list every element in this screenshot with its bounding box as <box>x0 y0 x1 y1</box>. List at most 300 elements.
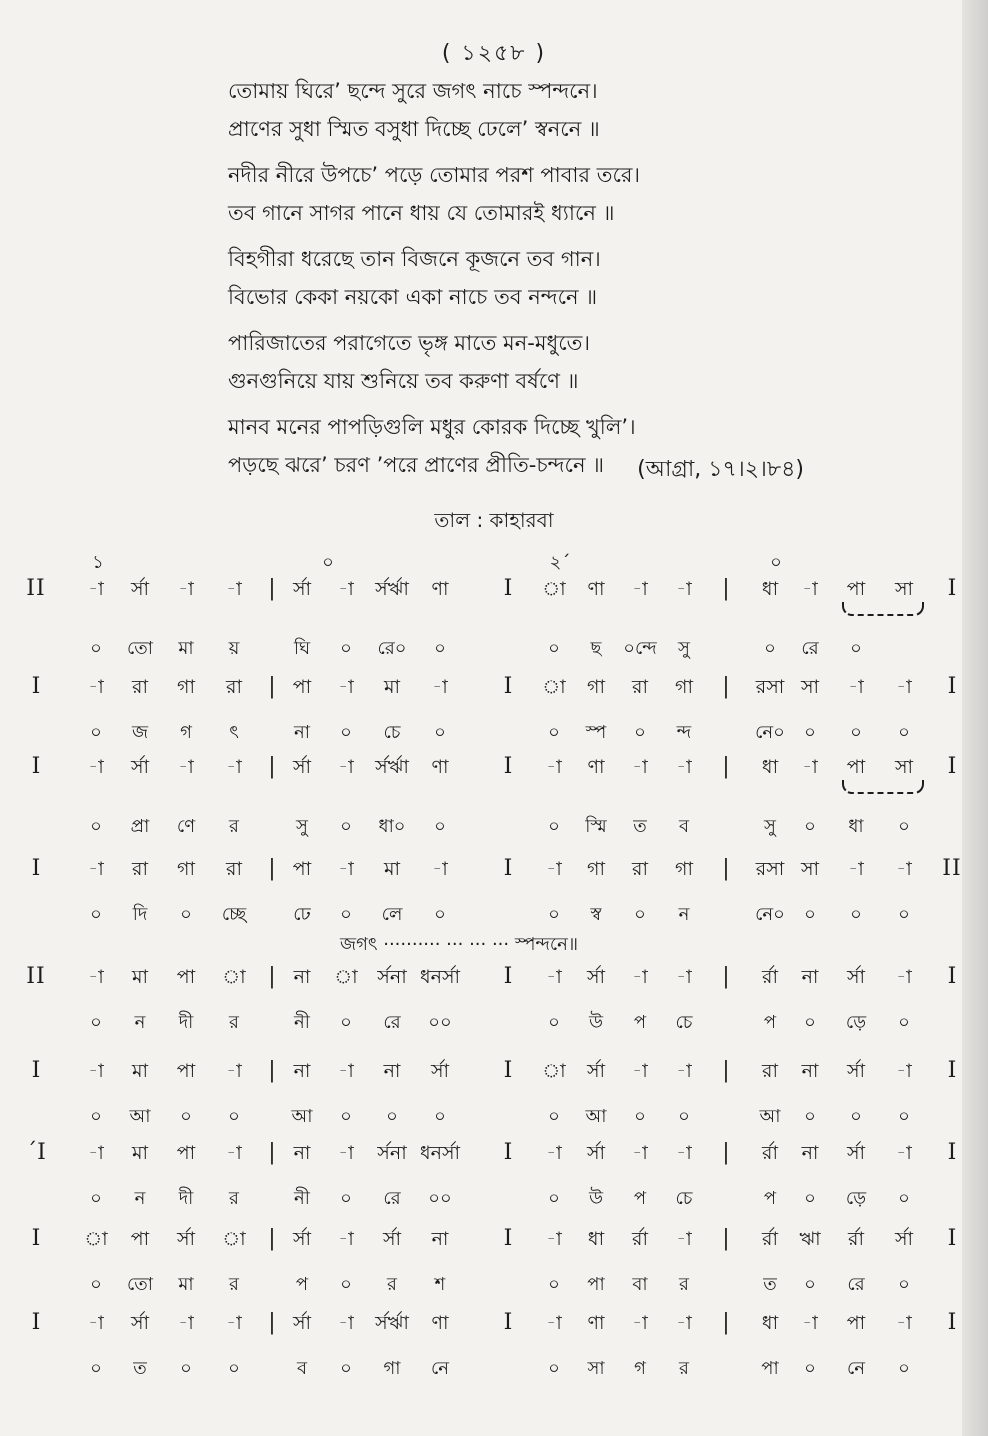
bol-syllable: সা <box>587 1358 605 1379</box>
swar-note: -া <box>896 966 912 988</box>
swar-note: ণা <box>431 1312 449 1334</box>
bol-syllable: নী <box>294 1012 310 1033</box>
bol-syllable: ত <box>133 1358 147 1379</box>
swar-line <box>0 670 988 704</box>
swar-line <box>0 1306 988 1340</box>
swar-note: -া <box>896 676 912 698</box>
swar-note: ণা <box>431 756 449 778</box>
bol-syllable: ০ <box>634 904 646 925</box>
bol-syllable: স্ব <box>590 904 602 925</box>
swar-note: পা <box>292 858 312 880</box>
swar-note: গা <box>675 676 693 698</box>
swar-note: -া <box>632 756 648 778</box>
bol-syllable: নে০ <box>755 904 785 925</box>
swar-note: -া <box>226 1142 242 1164</box>
swar-note: র্সা <box>586 966 606 988</box>
bar-line: I <box>503 1310 513 1335</box>
bol-syllable: ০ <box>548 1358 560 1379</box>
bar-line: I <box>503 856 513 881</box>
bol-syllable: না <box>294 722 310 743</box>
bol-syllable: ০ <box>90 1106 102 1127</box>
bol-syllable: নে০ <box>755 722 785 743</box>
swar-note: র্সর্ঋা <box>375 1312 409 1334</box>
beat-divider: | <box>268 754 276 779</box>
bol-syllable: ০ন্দে <box>623 638 657 659</box>
bol-line <box>0 632 988 666</box>
lyric-line: বিভোর কেকা নয়কো একা নাচে তব নন্দনে ॥ <box>228 285 598 309</box>
bol-syllable: দি <box>132 904 148 925</box>
bol-syllable: দী <box>178 1012 194 1033</box>
bol-syllable: ০ <box>850 638 862 659</box>
swar-note: পা <box>846 1312 866 1334</box>
lyric-line: গুনগুনিয়ে যায় শুনিয়ে তব করুণা বর্ষণে ॥ <box>228 369 579 393</box>
swar-note: -া <box>88 578 104 600</box>
beat-divider: | <box>722 1310 730 1335</box>
swar-note: -া <box>432 858 448 880</box>
bol-syllable: ন <box>134 1188 146 1209</box>
bol-syllable: প <box>295 1274 309 1295</box>
lyric-line: পড়ছে ঝরে’ চরণ ’পরে প্রাণের প্রীতি-চন্দনে ॥ <box>228 453 605 477</box>
swar-note: র্রা <box>632 1228 648 1250</box>
swar-note: -া <box>226 578 242 600</box>
swar-note: -া <box>226 756 242 778</box>
bar-line: II <box>942 856 962 881</box>
swar-note: া <box>334 966 358 988</box>
swar-note: র্সা <box>846 1142 866 1164</box>
beat-divider: | <box>268 1226 276 1251</box>
bol-syllable: ০ <box>898 1012 910 1033</box>
beat-marker: ০ <box>770 552 782 573</box>
bol-syllable: জ <box>131 722 149 743</box>
lyric-line: তব গানে সাগর পানে ধায় যে তোমারই ধ্যানে ॥ <box>228 201 615 225</box>
bol-syllable: প্রা <box>130 816 150 837</box>
swar-note: া <box>542 578 566 600</box>
swar-note: -া <box>848 858 864 880</box>
bol-syllable: ০ <box>434 904 446 925</box>
bol-syllable: ০ <box>434 638 446 659</box>
bol-syllable: ০ <box>340 1188 352 1209</box>
bol-syllable: র <box>229 816 239 837</box>
bol-syllable: ০ <box>340 904 352 925</box>
bol-syllable: ০ <box>804 904 816 925</box>
swar-note: -া <box>676 1312 692 1334</box>
refrain-line: জগৎ ·········· ··· ··· ··· স্পন্দনে॥ <box>340 934 579 955</box>
bol-syllable: ০ <box>90 1274 102 1295</box>
bol-syllable: ০ <box>548 1106 560 1127</box>
bol-syllable: সু <box>296 816 308 837</box>
swar-note: গা <box>177 858 195 880</box>
bol-line <box>0 1100 988 1134</box>
bar-line: I <box>503 754 513 779</box>
swar-note: -া <box>338 676 354 698</box>
swar-note: র্রা <box>762 966 778 988</box>
bol-syllable: ০ <box>548 1188 560 1209</box>
swar-note: না <box>801 1142 819 1164</box>
bol-syllable: ০ <box>180 1358 192 1379</box>
bol-syllable: ণে <box>176 816 196 837</box>
bol-syllable: চে <box>675 1012 693 1033</box>
bol-syllable: আ <box>291 1106 313 1127</box>
swar-note: না <box>801 966 819 988</box>
bar-line: II <box>26 576 46 601</box>
lyric-line: প্রাণের সুধা স্মিত বসুধা দিচ্ছে ঢেলে’ স্বননে ॥ <box>228 117 600 141</box>
bol-syllable: পা <box>761 1358 779 1379</box>
swar-note: পা <box>292 676 312 698</box>
swar-note: সা <box>894 578 914 600</box>
bol-syllable: ধা <box>848 816 864 837</box>
bol-syllable: প <box>633 1012 647 1033</box>
bol-syllable: ০ <box>340 816 352 837</box>
swar-note: পা <box>130 1228 150 1250</box>
swar-note: রা <box>632 858 648 880</box>
bol-syllable: ০ <box>634 722 646 743</box>
bol-syllable: শ <box>434 1274 446 1295</box>
swar-note: পা <box>846 578 866 600</box>
swar-note: -া <box>632 1060 648 1082</box>
bol-syllable: পা <box>587 1274 605 1295</box>
swar-note: র্সা <box>176 1228 196 1250</box>
swar-note: -া <box>848 676 864 698</box>
composition-source: (আগ্রা, ১৭।২।৮৪) <box>637 457 804 482</box>
bol-syllable: ০ <box>434 722 446 743</box>
swar-line <box>0 960 988 994</box>
bol-syllable: রে <box>383 1012 401 1033</box>
bol-syllable: নী <box>294 1188 310 1209</box>
swar-note: র্সা <box>846 966 866 988</box>
bar-line: I <box>947 1310 957 1335</box>
bol-syllable: ০ <box>90 638 102 659</box>
bol-syllable: ০ <box>90 816 102 837</box>
bol-syllable: ০ <box>180 1106 192 1127</box>
bol-syllable: ০ <box>340 1358 352 1379</box>
beat-marker: ২´ <box>549 552 571 573</box>
beat-divider: | <box>722 1226 730 1251</box>
lyric-line: বিহগীরা ধরেছে তান বিজনে কূজনে তব গান। <box>228 247 601 271</box>
swar-note: সা <box>800 676 820 698</box>
bar-line: I <box>503 1226 513 1251</box>
swar-note: -া <box>546 756 562 778</box>
bar-line: I <box>31 856 41 881</box>
swar-note: -া <box>432 676 448 698</box>
bol-syllable: রে <box>801 638 819 659</box>
bar-line: I <box>31 1310 41 1335</box>
bol-syllable: য় <box>228 638 240 659</box>
bol-syllable: ধা০ <box>378 816 406 837</box>
swar-note: -া <box>896 858 912 880</box>
bol-syllable: মা <box>178 638 194 659</box>
meend-slur <box>842 780 924 794</box>
swar-note: রা <box>762 1060 778 1082</box>
swar-note: না <box>293 1142 311 1164</box>
bol-syllable: ০ <box>898 1274 910 1295</box>
beat-divider: | <box>268 1140 276 1165</box>
bol-syllable: ০ <box>898 722 910 743</box>
bar-line: I <box>947 576 957 601</box>
bol-syllable: নে <box>846 1358 866 1379</box>
swar-note: মা <box>131 966 149 988</box>
bar-line: II <box>26 964 46 989</box>
swar-note: -া <box>338 578 354 600</box>
swar-line <box>0 852 988 886</box>
swar-note: -া <box>802 756 818 778</box>
bol-syllable: দী <box>178 1188 194 1209</box>
bol-syllable: র <box>229 1012 239 1033</box>
bol-syllable: ত <box>763 1274 777 1295</box>
bol-syllable: ০ <box>340 638 352 659</box>
bol-syllable: ০ <box>434 1106 446 1127</box>
swar-note: র্সনা <box>377 1142 407 1164</box>
bol-syllable: ০ <box>340 722 352 743</box>
bol-syllable: ০০ <box>428 1188 452 1209</box>
beat-marker: ১ <box>92 552 104 573</box>
swar-note: র্সা <box>292 1228 312 1250</box>
bol-syllable: তো <box>126 1274 154 1295</box>
bar-line: I <box>31 754 41 779</box>
bol-syllable: রে <box>383 1188 401 1209</box>
bol-syllable: ০ <box>340 1106 352 1127</box>
bol-syllable: ০ <box>90 1358 102 1379</box>
bol-syllable: ০ <box>898 1188 910 1209</box>
bol-syllable: ঢে <box>293 904 311 925</box>
swar-note: া <box>542 676 566 698</box>
swar-note: -া <box>178 756 194 778</box>
bol-syllable: ০ <box>180 904 192 925</box>
swar-note: -া <box>338 756 354 778</box>
bar-line: I <box>947 754 957 779</box>
bol-syllable: ০০ <box>428 1012 452 1033</box>
bol-syllable: ০ <box>764 638 776 659</box>
swar-note: র্সা <box>586 1142 606 1164</box>
swar-note: র্রা <box>762 1228 778 1250</box>
bol-syllable: ০ <box>634 1106 646 1127</box>
beat-divider: | <box>268 1310 276 1335</box>
bar-line: I <box>947 964 957 989</box>
bol-syllable: প <box>633 1188 647 1209</box>
bol-syllable: ০ <box>898 1106 910 1127</box>
swar-note: রসা <box>755 858 785 880</box>
bol-line <box>0 1268 988 1302</box>
swar-note: সা <box>800 858 820 880</box>
bol-syllable: ০ <box>804 1012 816 1033</box>
bol-syllable: রে <box>847 1274 865 1295</box>
bol-syllable: ০ <box>90 904 102 925</box>
swar-note: র্সর্ঋা <box>375 756 409 778</box>
swar-note: ঋা <box>799 1228 821 1250</box>
swar-note: -া <box>632 966 648 988</box>
swar-note: মা <box>383 858 401 880</box>
bol-syllable: ০ <box>898 816 910 837</box>
bol-syllable: ০ <box>548 904 560 925</box>
bar-line: ´I <box>26 1140 46 1165</box>
bol-syllable: ০ <box>850 722 862 743</box>
lyric-line: তোমায় ঘিরে’ ছন্দে সুরে জগৎ নাচে স্পন্দনে। <box>228 79 598 103</box>
bol-syllable: প <box>763 1012 777 1033</box>
swar-note: া <box>84 1228 108 1250</box>
bol-syllable: নে <box>430 1358 450 1379</box>
bol-syllable: ০ <box>90 1012 102 1033</box>
swar-note: র্সা <box>382 1228 402 1250</box>
bol-syllable: ০ <box>548 816 560 837</box>
bol-syllable: ব <box>678 816 690 837</box>
beat-divider: | <box>268 856 276 881</box>
swar-note: -া <box>802 578 818 600</box>
swar-line <box>0 1222 988 1256</box>
swar-note: র্সা <box>130 578 150 600</box>
swar-note: র্রা <box>848 1228 864 1250</box>
beat-divider: | <box>268 576 276 601</box>
bol-syllable: ০ <box>898 1358 910 1379</box>
swar-note: -া <box>338 858 354 880</box>
bol-syllable: আ <box>585 1106 607 1127</box>
swar-note: র্সা <box>894 1228 914 1250</box>
swar-note: রা <box>132 676 148 698</box>
bol-syllable: ০ <box>804 722 816 743</box>
bol-syllable: ০ <box>228 1358 240 1379</box>
bar-line: I <box>503 1058 513 1083</box>
bol-syllable: ০ <box>90 1188 102 1209</box>
swar-note: -া <box>632 1142 648 1164</box>
swar-note: রা <box>632 676 648 698</box>
swar-note: -া <box>676 966 692 988</box>
bol-syllable: সু <box>678 638 690 659</box>
bol-syllable: ০ <box>228 1106 240 1127</box>
swar-note: ধনর্সা <box>419 966 461 988</box>
swar-note: -া <box>546 966 562 988</box>
bol-syllable: ০ <box>340 1012 352 1033</box>
bar-line: I <box>947 1226 957 1251</box>
bol-syllable: ০ <box>678 1106 690 1127</box>
bol-syllable: তো <box>126 638 154 659</box>
swar-note: -া <box>178 1312 194 1334</box>
swar-note: -া <box>896 1142 912 1164</box>
swar-note: -া <box>88 858 104 880</box>
swar-line <box>0 1136 988 1170</box>
bol-syllable: ব <box>296 1358 308 1379</box>
swar-note: -া <box>896 1312 912 1334</box>
swar-note: পা <box>176 1142 196 1164</box>
swar-note: না <box>293 1060 311 1082</box>
beat-divider: | <box>722 856 730 881</box>
lyric-line: মানব মনের পাপড়িগুলি মধুর কোরক দিচ্ছে খুলি’। <box>228 415 636 439</box>
swar-note: -া <box>88 676 104 698</box>
bol-syllable: র <box>229 1274 239 1295</box>
meend-slur <box>842 602 924 616</box>
swar-note: র্সা <box>430 1060 450 1082</box>
beat-divider: | <box>722 1140 730 1165</box>
swar-line <box>0 1054 988 1088</box>
swar-note: -া <box>546 1228 562 1250</box>
swar-note: া <box>222 1228 246 1250</box>
bol-line <box>0 1182 988 1216</box>
beat-divider: | <box>268 964 276 989</box>
swar-note: ণা <box>587 1312 605 1334</box>
swar-note: -া <box>338 1060 354 1082</box>
bol-syllable: ০ <box>804 1274 816 1295</box>
swar-note: রসা <box>755 676 785 698</box>
beat-divider: | <box>722 964 730 989</box>
swar-note: না <box>431 1228 449 1250</box>
bol-syllable: ০ <box>340 1274 352 1295</box>
beat-divider: | <box>722 576 730 601</box>
bol-syllable: ০ <box>850 1106 862 1127</box>
swar-note: -া <box>546 1312 562 1334</box>
swar-note: -া <box>896 1060 912 1082</box>
bol-line <box>0 1352 988 1386</box>
swar-note: ধা <box>587 1228 605 1250</box>
swar-note: পা <box>176 966 196 988</box>
bol-syllable: গ <box>180 722 192 743</box>
swar-note: গা <box>587 858 605 880</box>
swar-note: র্সা <box>292 756 312 778</box>
swar-note: পা <box>846 756 866 778</box>
bol-syllable: আ <box>759 1106 781 1127</box>
swar-note: গা <box>587 676 605 698</box>
bol-syllable: ন <box>678 904 690 925</box>
swar-note: -া <box>676 1228 692 1250</box>
taal-heading: তাল : কাহারবা <box>434 508 554 532</box>
swar-note: ণা <box>587 578 605 600</box>
swar-note: -া <box>676 578 692 600</box>
swar-note: রা <box>132 858 148 880</box>
bol-syllable: র <box>387 1274 397 1295</box>
beat-divider: | <box>722 674 730 699</box>
swar-note: র্সা <box>846 1060 866 1082</box>
bol-syllable: ০ <box>434 816 446 837</box>
swar-note: ণা <box>431 578 449 600</box>
swar-note: রা <box>226 676 242 698</box>
bol-syllable: স্প <box>585 722 607 743</box>
lyric-line: পারিজাতের পরাগেতে ভৃঙ্গ মাতে মন-মধুতে। <box>228 331 590 355</box>
bol-syllable: উ <box>588 1012 604 1033</box>
bol-syllable: র <box>679 1358 689 1379</box>
bol-line <box>0 1006 988 1040</box>
swar-note: -া <box>88 1142 104 1164</box>
bol-syllable: ০ <box>548 638 560 659</box>
swar-note: সা <box>894 756 914 778</box>
beat-marker: ০ <box>322 552 334 573</box>
swar-note: -া <box>676 756 692 778</box>
beat-divider: | <box>268 674 276 699</box>
bol-syllable: ন্দ <box>676 722 692 743</box>
bol-syllable: স্মি <box>585 816 607 837</box>
bol-syllable: র <box>679 1274 689 1295</box>
bar-line: I <box>503 1140 513 1165</box>
bol-line <box>0 898 988 932</box>
bol-line <box>0 810 988 844</box>
swar-note: ধা <box>761 756 779 778</box>
swar-line <box>0 572 988 606</box>
swar-note: -া <box>338 1142 354 1164</box>
swar-note: র্সর্ঋা <box>375 578 409 600</box>
bol-syllable: ড়ে <box>845 1012 867 1033</box>
swar-note: গা <box>177 676 195 698</box>
swar-note: -া <box>802 1312 818 1334</box>
bol-syllable: বা <box>632 1274 648 1295</box>
swar-note: -া <box>632 1312 648 1334</box>
bar-line: I <box>31 674 41 699</box>
bol-syllable: আ <box>129 1106 151 1127</box>
swar-note: ণা <box>587 756 605 778</box>
bol-syllable: চে <box>383 722 401 743</box>
swar-note: ধনর্সা <box>419 1142 461 1164</box>
bol-syllable: চে <box>675 1188 693 1209</box>
swar-note: -া <box>546 858 562 880</box>
bol-syllable: ০ <box>804 1358 816 1379</box>
swar-note: মা <box>131 1142 149 1164</box>
bol-syllable: ০ <box>548 1012 560 1033</box>
bar-line: I <box>947 674 957 699</box>
bol-syllable: র <box>229 1188 239 1209</box>
